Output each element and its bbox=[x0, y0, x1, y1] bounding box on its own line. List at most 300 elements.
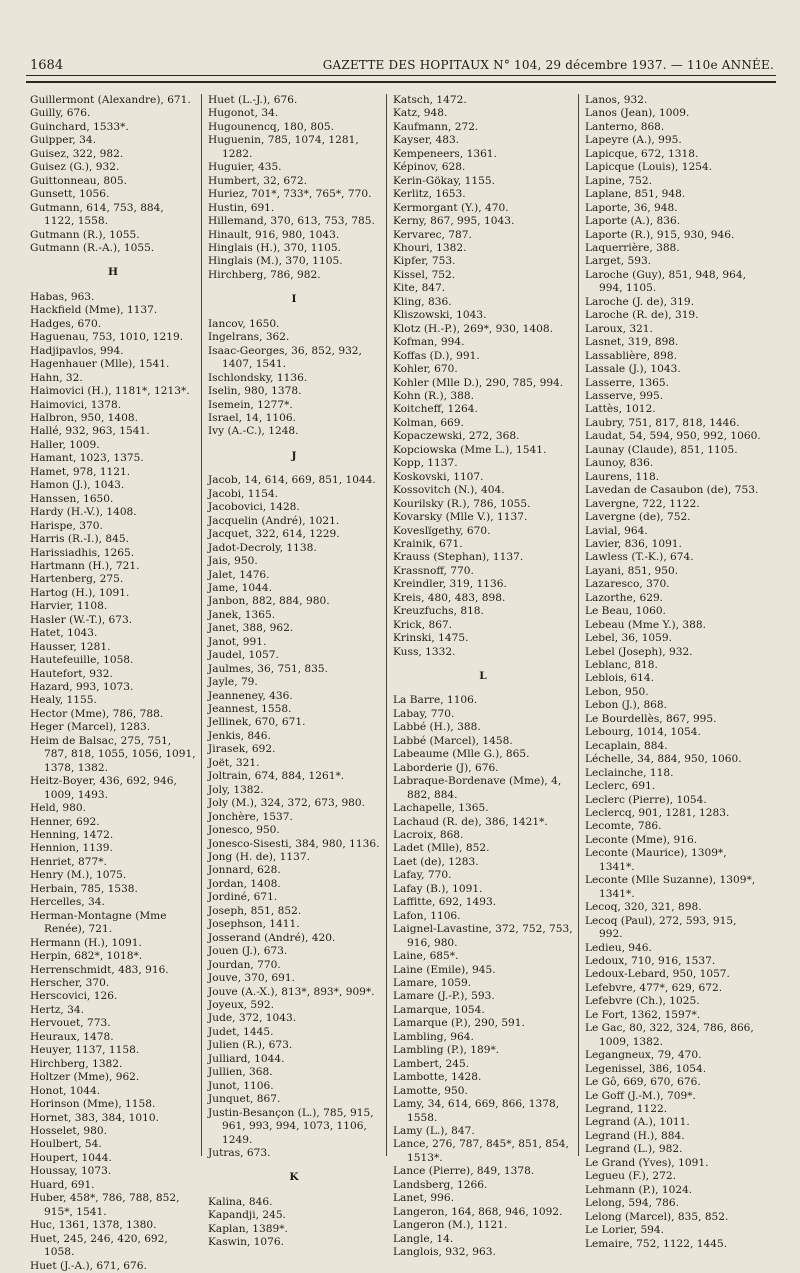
index-entry: Launoy, 836. bbox=[585, 457, 654, 470]
index-entry: Lanterno, 868. bbox=[585, 120, 665, 133]
index-entry: Launay (Claude), 851, 1105. bbox=[585, 443, 738, 456]
index-entry: Jullien, 368. bbox=[208, 1066, 273, 1079]
index-entry: Heim de Balsac, 275, 751, 787, 818, 1055, 1056, 1091, 1378, 1382. bbox=[30, 734, 196, 774]
index-entry: Leclerc, 691. bbox=[585, 780, 656, 793]
index-entry: Laporte (A.), 836. bbox=[585, 215, 681, 228]
index-entry: Kourilsky (R.), 786, 1055. bbox=[393, 497, 531, 510]
index-entry: Jourdan, 770. bbox=[208, 958, 281, 971]
index-entry: Laudat, 54, 594, 950, 992, 1060. bbox=[585, 430, 761, 443]
index-entry: Hinglais (H.), 370, 1105. bbox=[208, 241, 342, 254]
index-entry: Hector (Mme), 786, 788. bbox=[30, 707, 164, 720]
index-entry: Lebel, 36, 1059. bbox=[585, 632, 673, 645]
index-entry: Heuraux, 1478. bbox=[30, 1030, 114, 1043]
index-entry: Lefebvre, 477*, 629, 672. bbox=[585, 981, 723, 994]
index-entry: Hackfield (Mme), 1137. bbox=[30, 304, 158, 317]
index-entry: Le Bourdellès, 867, 995. bbox=[585, 712, 717, 725]
index-entry: Huet (J.-A.), 671, 676. bbox=[30, 1259, 147, 1272]
index-entry: Hinault, 916, 980, 1043. bbox=[208, 228, 340, 241]
index-entry: Hartenberg, 275. bbox=[30, 573, 124, 586]
index-entry: Kissel, 752. bbox=[393, 268, 456, 281]
index-entry: Hugounencq, 180, 805. bbox=[208, 120, 334, 133]
index-entry: Labraque-Bordenave (Mme), 4, 882, 884. bbox=[393, 775, 562, 801]
index-entry: Huet (L.-J.), 676. bbox=[208, 94, 298, 106]
index-entry: Lapeyre (A.), 995. bbox=[585, 134, 682, 147]
index-entry: Lamare, 1059. bbox=[393, 977, 472, 989]
index-entry: Kolman, 669. bbox=[393, 416, 464, 429]
index-entry: Henry (M.), 1075. bbox=[30, 869, 127, 882]
index-entry: Ledieu, 946. bbox=[585, 941, 652, 954]
index-entry: Kaswin, 1076. bbox=[208, 1236, 285, 1249]
index-entry: Herman-Montagne (Mme Renée), 721. bbox=[30, 909, 167, 936]
index-entry: Labeaume (Mlle G.), 865. bbox=[393, 748, 530, 761]
index-entry: Julien (R.), 673. bbox=[208, 1039, 293, 1052]
index-entry: Lambotte, 1428. bbox=[393, 1071, 482, 1084]
index-entry: Healy, 1155. bbox=[30, 694, 97, 707]
index-entry: Lance, 276, 787, 845*, 851, 854, 1513*. bbox=[393, 1138, 569, 1164]
index-entry: Lanos, 932. bbox=[585, 94, 648, 106]
index-entry: Lavergne (de), 752. bbox=[585, 511, 691, 524]
index-entry: Lavedan de Casaubon (de), 753. bbox=[585, 484, 759, 497]
index-entry: Leclainche, 118. bbox=[585, 766, 674, 779]
index-entry: Laurens, 118. bbox=[585, 470, 660, 483]
index-entry: Kreindler, 319, 1136. bbox=[393, 578, 507, 591]
index-entry: Houssay, 1073. bbox=[30, 1165, 112, 1178]
index-entry: Lassablière, 898. bbox=[585, 349, 678, 362]
index-entry: Lamy, 34, 614, 669, 866, 1378, 1558. bbox=[393, 1098, 560, 1124]
index-entry: Joët, 321. bbox=[208, 756, 260, 769]
index-entry: Jacquelin (André), 1021. bbox=[208, 514, 340, 527]
index-entry: Kaufmann, 272. bbox=[393, 120, 479, 133]
index-entry: Hartog (H.), 1091. bbox=[30, 586, 130, 599]
index-entry: Hirchberg, 786, 982. bbox=[208, 268, 321, 281]
index-entry: Guipper, 34. bbox=[30, 134, 96, 147]
index-entry: Huriez, 701*, 733*, 765*, 770. bbox=[208, 188, 372, 201]
index-entry: Leblanc, 818. bbox=[585, 659, 658, 672]
index-entry: Larget, 593. bbox=[585, 255, 652, 268]
index-entry: Jeanneney, 436. bbox=[208, 689, 293, 702]
index-entry: Kalina, 846. bbox=[208, 1195, 273, 1208]
index-entry: Haguenau, 753, 1010, 1219. bbox=[30, 331, 184, 344]
index-entry: Lacroix, 868. bbox=[393, 829, 464, 842]
index-entry: Habas, 963. bbox=[30, 290, 95, 303]
index-entry: Hausser, 1281. bbox=[30, 640, 111, 653]
index-entry: Le Beau, 1060. bbox=[585, 605, 666, 618]
index-entry: Lamotte, 950. bbox=[393, 1084, 468, 1097]
index-entry: Guisez (G.), 932. bbox=[30, 161, 120, 174]
index-entry: Judet, 1445. bbox=[208, 1025, 274, 1038]
index-entry: Lecoq (Paul), 272, 593, 915, 992. bbox=[585, 914, 737, 941]
index-entry: Laet (de), 1283. bbox=[393, 855, 479, 868]
index-entry: Lachaud (R. de), 386, 1421*. bbox=[393, 815, 548, 828]
index-entry: Hamon (J.), 1043. bbox=[30, 479, 125, 492]
section-letter-heading: J bbox=[291, 449, 297, 462]
index-entry: Honot, 1044. bbox=[30, 1084, 101, 1097]
index-entry: Hinglais (M.), 370, 1105. bbox=[208, 255, 343, 268]
index-entry: Herrenschmidt, 483, 916. bbox=[30, 963, 169, 976]
running-title: GAZETTE DES HOPITAUX N° 104, 29 décembre 1937. — 110e ANNÉE. bbox=[322, 58, 774, 72]
index-entry: Jong (H. de), 1137. bbox=[208, 851, 310, 864]
column-divider bbox=[201, 94, 202, 1156]
index-entry: Landsberg, 1266. bbox=[393, 1178, 488, 1191]
index-entry: Krassnoff, 770. bbox=[393, 564, 474, 577]
index-entry: Joly (M.), 324, 372, 673, 980. bbox=[208, 797, 366, 810]
index-entry: Lasserre, 1365. bbox=[585, 376, 669, 389]
index-entry: Jacobovici, 1428. bbox=[208, 501, 300, 514]
index-entry: Jutras, 673. bbox=[208, 1146, 271, 1159]
index-entry: Lambert, 245. bbox=[393, 1057, 470, 1070]
index-entry: Heuyer, 1137, 1158. bbox=[30, 1044, 140, 1057]
index-entry: Kapandji, 245. bbox=[208, 1209, 286, 1222]
index-entry: Lasserve, 995. bbox=[585, 389, 664, 402]
index-entry: Janbon, 882, 884, 980. bbox=[208, 595, 330, 608]
index-entry: Henning, 1472. bbox=[30, 829, 114, 842]
index-entry: Koskovski, 1107. bbox=[393, 470, 484, 483]
index-entry: Josephson, 1411. bbox=[208, 918, 300, 931]
index-entry: Leblois, 614. bbox=[585, 672, 654, 685]
index-entry: Laroche (Guy), 851, 948, 964, 994, 1105. bbox=[585, 268, 746, 295]
index-entry: Guisez, 322, 982. bbox=[30, 147, 124, 160]
section-letter-heading: K bbox=[289, 1171, 299, 1184]
index-entry: Lawless (T.-K.), 674. bbox=[585, 551, 694, 564]
index-entry: Koitcheff, 1264. bbox=[393, 403, 478, 416]
index-entry: Jonesco-Sisesti, 384, 980, 1136. bbox=[208, 837, 380, 850]
page-header bbox=[24, 52, 774, 82]
index-entry: Hustin, 691. bbox=[208, 201, 275, 214]
index-entry: Houpert, 1044. bbox=[30, 1151, 112, 1164]
index-entry: Harispe, 370. bbox=[30, 519, 103, 532]
index-entry: Langeron, 164, 868, 946, 1092. bbox=[393, 1205, 563, 1218]
index-entry: Kaplan, 1389*. bbox=[208, 1222, 288, 1235]
index-entry: Ivy (A.-C.), 1248. bbox=[208, 425, 299, 438]
index-entry: Jaudel, 1057. bbox=[208, 649, 279, 662]
index-entry: Jacob, 14, 614, 669, 851, 1044. bbox=[208, 474, 376, 487]
index-entry: Kovarsky (Mlle V.), 1137. bbox=[393, 511, 528, 524]
index-entry: Jonnard, 628. bbox=[208, 864, 281, 877]
index-entry: Hanssen, 1650. bbox=[30, 492, 114, 505]
index-entry: Kipfer, 753. bbox=[393, 255, 456, 268]
index-entry: Kossovitch (N.), 404. bbox=[393, 484, 505, 497]
index-entry: Lebon (J.), 868. bbox=[585, 699, 668, 712]
index-entry: Lefebvre (Ch.), 1025. bbox=[585, 995, 700, 1008]
index-entry: Leconte (Mlle Suzanne), 1309*, 1341*. bbox=[585, 874, 756, 900]
index-entry: Lachapelle, 1365. bbox=[393, 802, 489, 815]
index-entry: Kopp, 1137. bbox=[393, 457, 458, 470]
index-entry: Krainik, 671. bbox=[393, 537, 463, 550]
index-entry: Lavergne, 722, 1122. bbox=[585, 497, 700, 510]
index-entry: Kohn (R.), 388. bbox=[393, 389, 474, 402]
index-entry: Jonchère, 1537. bbox=[208, 810, 293, 823]
index-entry: Heitz-Boyer, 436, 692, 946, 1009, 1493. bbox=[30, 775, 177, 801]
index-entry: Lavial, 964. bbox=[585, 524, 648, 537]
index-entry: Lecomte, 786. bbox=[585, 820, 662, 833]
index-entry: Lavier, 836, 1091. bbox=[585, 537, 682, 550]
index-entry: Hermann (H.), 1091. bbox=[30, 936, 142, 949]
index-entry: Kohler, 670. bbox=[393, 363, 458, 376]
index-entry: Langeron (M.), 1121. bbox=[393, 1219, 508, 1232]
index-entry: Hornet, 383, 384, 1010. bbox=[30, 1111, 160, 1124]
index-entry: Iancov, 1650. bbox=[208, 317, 280, 330]
index-entry: Kopaczewski, 272, 368. bbox=[393, 430, 520, 443]
index-entry: Lecaplain, 884. bbox=[585, 739, 668, 752]
index-column-4 bbox=[585, 94, 763, 1250]
index-entry: Ledoux-Lebard, 950, 1057. bbox=[585, 968, 730, 981]
index-entry: Jouve, 370, 691. bbox=[208, 972, 295, 985]
index-entry: Jirasek, 692. bbox=[208, 743, 276, 756]
index-entry: Jouen (J.), 673. bbox=[208, 945, 288, 958]
index-entry: Kerny, 867, 995, 1043. bbox=[393, 215, 515, 228]
index-entry: Jordiné, 671. bbox=[208, 891, 278, 904]
index-entry: Laubry, 751, 817, 818, 1446. bbox=[585, 416, 740, 429]
index-entry: Harissiadhis, 1265. bbox=[30, 546, 135, 559]
index-entry: Ledoux, 710, 916, 1537. bbox=[585, 955, 716, 967]
index-entry: Kliszowski, 1043. bbox=[393, 309, 487, 322]
index-entry: Held, 980. bbox=[30, 802, 86, 815]
index-entry: Janet, 388, 962. bbox=[208, 622, 294, 635]
index-entry: Leclercq, 901, 1281, 1283. bbox=[585, 807, 730, 820]
index-entry: Lance (Pierre), 849, 1378. bbox=[393, 1165, 535, 1178]
index-entry: Herscher, 370. bbox=[30, 977, 110, 989]
index-entry: Jouve (A.-X.), 813*, 893*, 909*. bbox=[208, 985, 375, 998]
index-entry: Kervarec, 787. bbox=[393, 228, 472, 241]
section-letter-heading: I bbox=[291, 293, 297, 306]
index-entry: Legrand (L.), 982. bbox=[585, 1143, 683, 1156]
index-entry: Hugonot, 34. bbox=[208, 107, 279, 120]
index-column-2 bbox=[208, 94, 380, 1249]
index-entry: Katz, 948. bbox=[393, 107, 448, 120]
index-entry: Kerin-Gökay, 1155. bbox=[393, 174, 495, 187]
index-entry: Hadjipavlos, 994. bbox=[30, 344, 124, 357]
index-entry: Legangneux, 79, 470. bbox=[585, 1049, 702, 1062]
index-entry: Le Goff (J.-M.), 709*. bbox=[585, 1089, 696, 1102]
index-entry: Lafay (B.), 1091. bbox=[393, 882, 483, 895]
index-entry: Lelong (Marcel), 835, 852. bbox=[585, 1210, 729, 1223]
index-entry: Jalet, 1476. bbox=[208, 568, 270, 581]
index-entry: Koveslïgethy, 670. bbox=[393, 524, 491, 537]
index-entry: Kreuzfuchs, 818. bbox=[393, 605, 484, 618]
index-entry: Lebon, 950. bbox=[585, 685, 649, 698]
index-entry: Hosselet, 980. bbox=[30, 1124, 107, 1137]
index-entry: Henner, 692. bbox=[30, 815, 100, 828]
index-entry: Herscovici, 126. bbox=[30, 990, 118, 1003]
index-entry: Lamarque (P.), 290, 591. bbox=[393, 1017, 525, 1030]
index-entry: Haimovici, 1378. bbox=[30, 398, 122, 411]
index-entry: Janek, 1365. bbox=[208, 608, 276, 621]
index-entry: Laroche (J. de), 319. bbox=[585, 295, 694, 308]
index-entry: Lehmann (P.), 1024. bbox=[585, 1183, 693, 1196]
index-entry: Legrand (H.), 884. bbox=[585, 1129, 685, 1142]
index-entry: Hirchberg, 1382. bbox=[30, 1057, 123, 1070]
index-entry: Houlbert, 54. bbox=[30, 1138, 102, 1151]
index-entry: Jaulmes, 36, 751, 835. bbox=[208, 662, 329, 675]
index-entry: Kayser, 483. bbox=[393, 134, 460, 147]
index-entry: Kermorgant (Y.), 470. bbox=[393, 201, 509, 214]
index-entry: Hamant, 1023, 1375. bbox=[30, 452, 144, 465]
index-entry: Henriet, 877*. bbox=[30, 855, 107, 868]
index-entry: Huguier, 435. bbox=[208, 161, 282, 174]
index-entry: Kofman, 994. bbox=[393, 336, 465, 349]
index-entry: Holtzer (Mme), 962. bbox=[30, 1071, 140, 1084]
index-entry: Lebourg, 1014, 1054. bbox=[585, 726, 701, 739]
index-entry: Haller, 1009. bbox=[30, 438, 100, 451]
index-entry: Horinson (Mme), 1158. bbox=[30, 1098, 156, 1111]
index-entry: La Barre, 1106. bbox=[393, 694, 478, 707]
index-entry: Laignel-Lavastine, 372, 752, 753, 916, 980. bbox=[393, 923, 573, 949]
index-entry: Laplane, 851, 948. bbox=[585, 188, 686, 201]
index-entry: Lamare (J.-P.), 593. bbox=[393, 990, 495, 1003]
index-entry: Josserand (André), 420. bbox=[208, 931, 336, 944]
index-entry: Lecoq, 320, 321, 898. bbox=[585, 901, 702, 914]
index-entry: Harris (R.-I.), 845. bbox=[30, 533, 129, 546]
index-entry: Lapicque, 672, 1318. bbox=[585, 147, 699, 160]
index-entry: Labbé (Marcel), 1458. bbox=[393, 734, 513, 747]
index-entry: Israel, 14, 1106. bbox=[208, 411, 296, 424]
index-entry: Jenkis, 846. bbox=[208, 729, 271, 742]
index-entry: Laroux, 321. bbox=[585, 322, 653, 335]
index-entry: Heger (Marcel), 1283. bbox=[30, 721, 151, 734]
column-divider bbox=[386, 94, 387, 1156]
index-entry: Leconte (Maurice), 1309*, 1341*. bbox=[585, 847, 727, 873]
index-entry: Laine, 685*. bbox=[393, 950, 459, 963]
index-entry: Kreis, 480, 483, 898. bbox=[393, 591, 506, 604]
index-entry: Kling, 836. bbox=[393, 295, 452, 308]
index-column-3 bbox=[393, 94, 573, 1259]
index-entry: Leclerc (Pierre), 1054. bbox=[585, 793, 707, 806]
index-entry: Lemaire, 752, 1122, 1445. bbox=[585, 1237, 728, 1250]
index-entry: Lasnet, 319, 898. bbox=[585, 336, 679, 349]
index-entry: Hagenhauer (Mlle), 1541. bbox=[30, 358, 170, 371]
index-entry: Lamy (L.), 847. bbox=[393, 1124, 475, 1137]
section-letter-heading: H bbox=[107, 266, 118, 279]
index-entry: Lafon, 1106. bbox=[393, 909, 461, 922]
index-entry: Lanet, 996. bbox=[393, 1192, 455, 1205]
index-entry: Herbain, 785, 1538. bbox=[30, 882, 138, 895]
index-entry: Jordan, 1408. bbox=[208, 877, 281, 890]
index-entry: Gutmann (R.-A.), 1055. bbox=[30, 241, 155, 254]
index-entry: Jayle, 79. bbox=[208, 676, 258, 689]
index-entry: Hennion, 1139. bbox=[30, 842, 113, 855]
index-entry: Leconte (Mme), 916. bbox=[585, 833, 698, 846]
index-entry: Hautefort, 932. bbox=[30, 667, 113, 680]
index-entry: Lamarque, 1054. bbox=[393, 1003, 485, 1016]
column-divider bbox=[578, 94, 579, 1156]
index-entry: Humbert, 32, 672. bbox=[208, 174, 308, 187]
index-entry: Laporte (R.), 915, 930, 946. bbox=[585, 228, 735, 241]
index-entry: Hillemand, 370, 613, 753, 785. bbox=[208, 215, 375, 228]
index-entry: Hautefeuille, 1058. bbox=[30, 654, 134, 667]
index-entry: Le Lorier, 594. bbox=[585, 1224, 665, 1237]
index-entry: Halbron, 950, 1408. bbox=[30, 411, 139, 424]
index-entry: Khouri, 1382. bbox=[393, 241, 467, 254]
index-entry: Guittonneau, 805. bbox=[30, 174, 127, 187]
index-entry: Lanos (Jean), 1009. bbox=[585, 107, 690, 120]
index-entry: Guinchard, 1533*. bbox=[30, 120, 129, 133]
index-entry: Hahn, 32. bbox=[30, 371, 83, 384]
index-entry: Labbé (H.), 388. bbox=[393, 721, 481, 734]
index-entry: Lassale (J.), 1043. bbox=[585, 363, 681, 376]
index-entry: Legrand, 1122. bbox=[585, 1102, 668, 1115]
index-entry: Klotz (H.-P.), 269*, 930, 1408. bbox=[393, 322, 553, 335]
index-entry: Laffitte, 692, 1493. bbox=[393, 896, 497, 909]
index-entry: Krauss (Stephan), 1137. bbox=[393, 551, 524, 564]
index-entry: Huc, 1361, 1378, 1380. bbox=[30, 1219, 157, 1232]
index-entry: Herpin, 682*, 1018*. bbox=[30, 950, 143, 963]
index-entry: Hartmann (H.), 721. bbox=[30, 559, 140, 572]
index-entry: Jude, 372, 1043. bbox=[208, 1012, 297, 1025]
page-number: 1684 bbox=[30, 58, 64, 73]
index-entry: Harvier, 1108. bbox=[30, 600, 108, 613]
header-rule bbox=[26, 75, 776, 76]
index-entry: Hamet, 978, 1121. bbox=[30, 465, 131, 478]
index-entry: Jonesco, 950. bbox=[208, 824, 280, 837]
index-entry: Ingelrans, 362. bbox=[208, 331, 290, 344]
index-entry: Janot, 991. bbox=[208, 635, 267, 648]
index-entry: Lafay, 770. bbox=[393, 869, 452, 882]
index-entry: Junot, 1106. bbox=[208, 1079, 274, 1092]
index-entry: Hazard, 993, 1073. bbox=[30, 681, 134, 694]
index-entry: Jellinek, 670, 671. bbox=[208, 716, 306, 729]
index-entry: Hatet, 1043. bbox=[30, 627, 98, 640]
index-entry: Hardy (H.-V.), 1408. bbox=[30, 506, 137, 519]
index-entry: Legueu (F.), 272. bbox=[585, 1170, 677, 1183]
index-entry: Layani, 851, 950. bbox=[585, 564, 679, 577]
index-entry: Justin-Besançon (L.), 785, 915, 961, 993, 994, 1073, 1106, 1249. bbox=[208, 1106, 374, 1146]
index-entry: Joltrain, 674, 884, 1261*. bbox=[208, 770, 345, 783]
index-entry: Ischlondsky, 1136. bbox=[208, 371, 308, 384]
index-entry: Guillermont (Alexandre), 671. bbox=[30, 94, 191, 106]
index-entry: Huet, 245, 246, 420, 692, 1058. bbox=[30, 1232, 168, 1259]
index-entry: Haimovici (H.), 1181*, 1213*. bbox=[30, 385, 190, 398]
index-entry: Laine (Emile), 945. bbox=[393, 963, 496, 976]
index-entry: Legenissel, 386, 1054. bbox=[585, 1062, 707, 1075]
index-entry: Kuss, 1332. bbox=[393, 645, 456, 658]
index-entry: Laquerrière, 388. bbox=[585, 241, 680, 254]
index-entry: Lapicque (Louis), 1254. bbox=[585, 161, 713, 174]
index-column-1 bbox=[30, 94, 196, 1272]
index-entry: Legrand (A.), 1011. bbox=[585, 1116, 690, 1129]
index-entry: Lattès, 1012. bbox=[585, 403, 656, 416]
index-entry: Jais, 950. bbox=[208, 555, 258, 568]
index-entry: Koffas (D.), 991. bbox=[393, 349, 480, 362]
index-entry: Guilly, 676. bbox=[30, 107, 91, 120]
index-entry: Lambling (P.), 189*. bbox=[393, 1044, 500, 1057]
index-entry: Laporte, 36, 948. bbox=[585, 201, 678, 214]
index-entry: Laroche (R. de), 319. bbox=[585, 309, 699, 322]
index-entry: Huard, 691. bbox=[30, 1178, 95, 1191]
index-entry: Lambling, 964. bbox=[393, 1030, 474, 1043]
index-entry: Lazorthe, 629. bbox=[585, 591, 664, 604]
index-entry: Gutmann, 614, 753, 884, 1122, 1558. bbox=[30, 201, 164, 228]
index-entry: Hasler (W.-T.), 673. bbox=[30, 613, 133, 626]
index-entry: Hertz, 34. bbox=[30, 1003, 84, 1016]
index-entry: Hercelles, 34. bbox=[30, 896, 105, 909]
index-entry: Hadges, 670. bbox=[30, 317, 102, 330]
index-entry: Kempeneers, 1361. bbox=[393, 147, 497, 160]
index-entry: Isaac-Georges, 36, 852, 932, 1407, 1541. bbox=[208, 344, 362, 371]
index-entry: Lazaresco, 370. bbox=[585, 578, 670, 591]
index-entry: Kopciowska (Mme L.), 1541. bbox=[393, 443, 547, 456]
index-entry: Lebel (Joseph), 932. bbox=[585, 645, 693, 658]
index-entry: Léchelle, 34, 884, 950, 1060. bbox=[585, 753, 742, 766]
index-entry: Le Gac, 80, 322, 324, 786, 866, 1009, 1382. bbox=[585, 1022, 754, 1048]
index-entry: Hallé, 932, 963, 1541. bbox=[30, 425, 150, 438]
index-entry: Kite, 847. bbox=[393, 282, 446, 295]
index-entry: Joyeux, 592. bbox=[208, 999, 274, 1011]
index-entry: Gutmann (R.), 1055. bbox=[30, 228, 140, 241]
index-entry: Kohler (Mlle D.), 290, 785, 994. bbox=[393, 376, 564, 389]
index-entry: Jacobi, 1154. bbox=[208, 487, 279, 500]
index-entry: Joly, 1382. bbox=[208, 783, 264, 796]
index-entry: Jeannest, 1558. bbox=[208, 703, 292, 716]
